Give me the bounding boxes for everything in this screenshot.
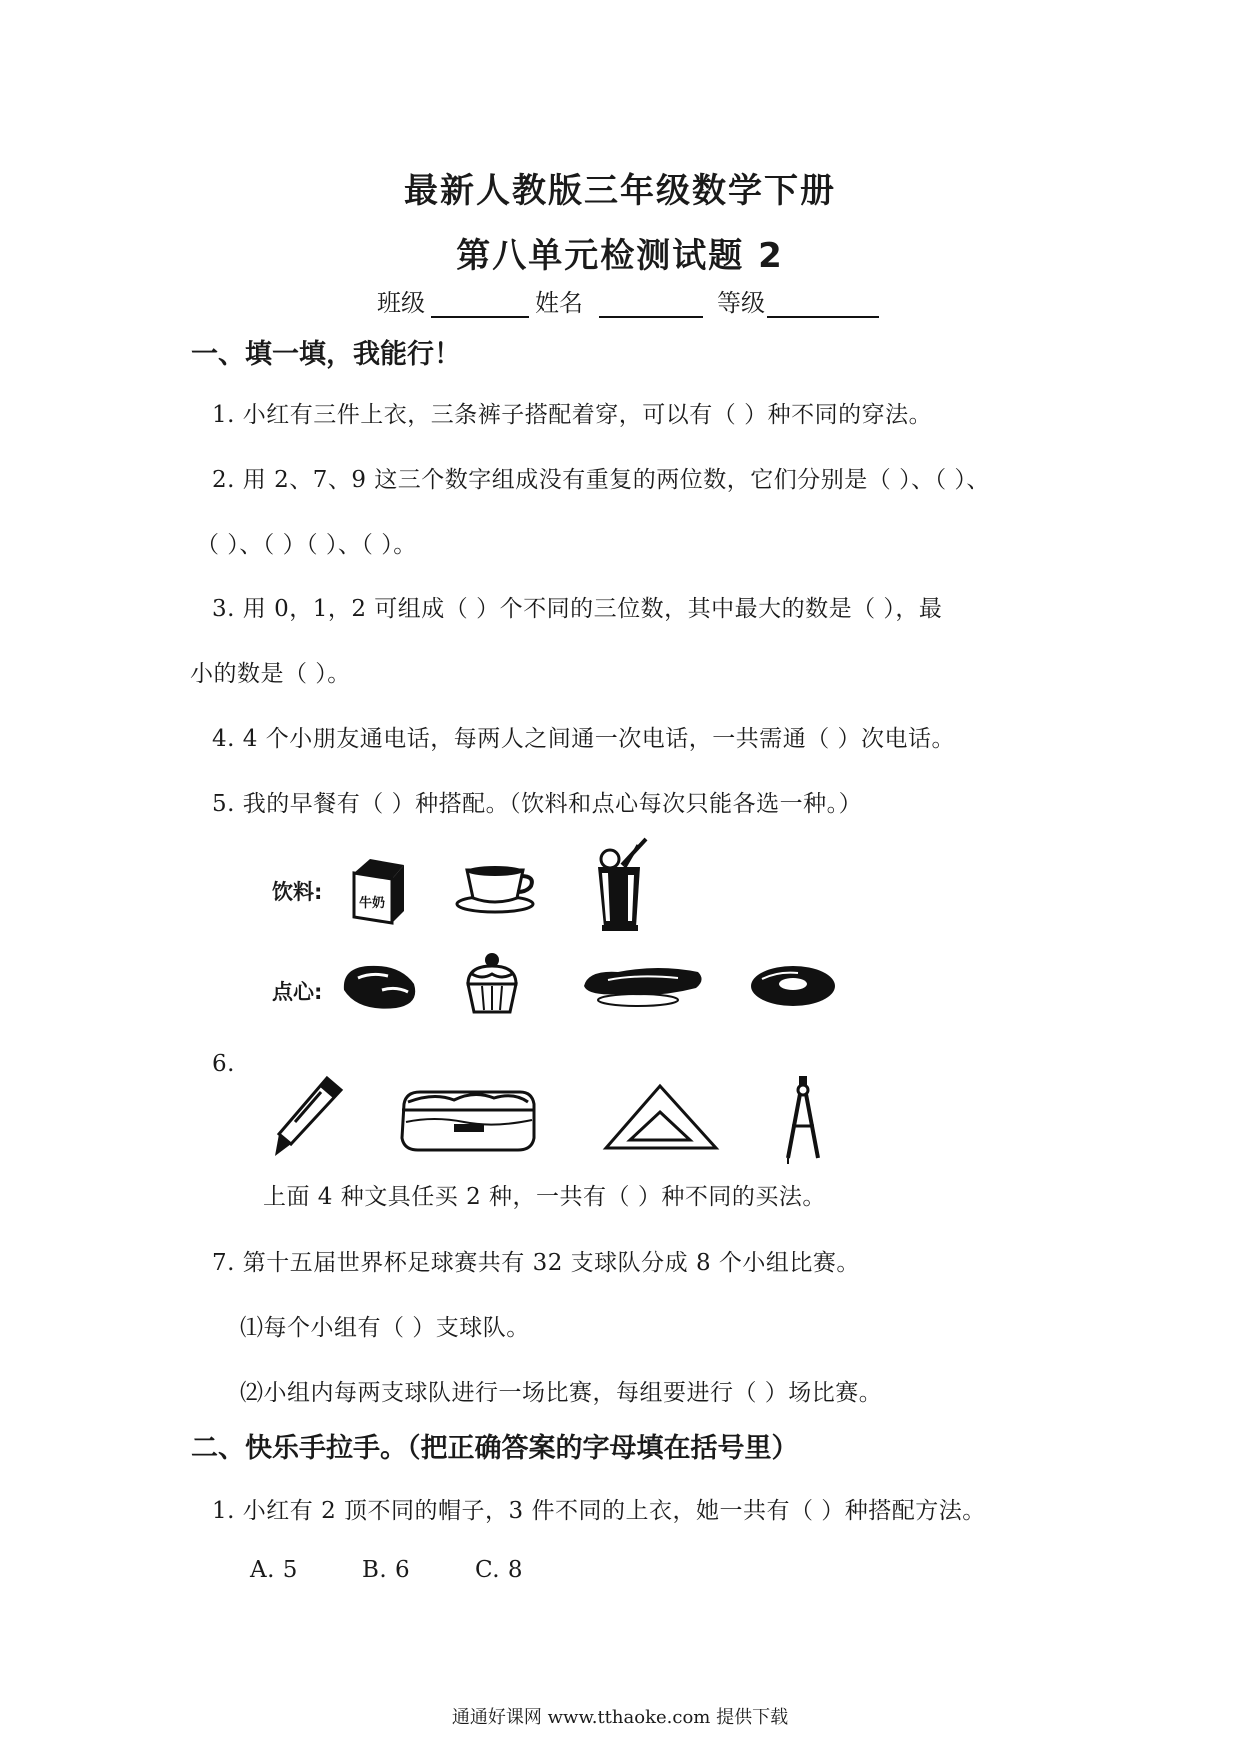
question-1-2-line2: （ ）、（ ）（ ）、（ ）。 (196, 532, 417, 558)
option-c: C. 8 (475, 1557, 524, 1583)
section1-heading: 一、填一填，我能行！ (191, 339, 461, 370)
milk-box-text: 牛奶 (358, 896, 386, 911)
milk-box-icon (348, 855, 408, 927)
question-1-7-2: ⑵小组内每两支球队进行一场比赛，每组要进行（ ）场比赛。 (240, 1380, 883, 1406)
grade-blank[interactable] (767, 290, 879, 318)
question-1-7-1: ⑴每个小组有（ ）支球队。 (240, 1315, 530, 1341)
coffee-cup-icon (455, 862, 541, 914)
question-1-2-line1: 2. 用 2、7、9 这三个数字组成没有重复的两位数，它们分别是（ ）、（ ）、 (212, 467, 990, 493)
juice-glass-icon (588, 835, 654, 935)
footer-text: 通通好课网 www.tthaoke.com 提供下载 (451, 1707, 789, 1728)
snacks-label: 点心: (272, 980, 323, 1004)
cupcake-icon (462, 950, 522, 1018)
question-2-1: 1. 小红有 2 顶不同的帽子，3 件不同的上衣，她一共有（ ）种搭配方法。 (212, 1498, 986, 1524)
question-1-1: 1. 小红有三件上衣，三条裤子搭配着穿，可以有（ ）种不同的穿法。 (212, 402, 933, 428)
pencil-case-icon (394, 1082, 540, 1156)
question-1-3-line2: 小的数是（ ）。 (190, 661, 351, 687)
option-a: A. 5 (250, 1557, 298, 1583)
page-title: 最新人教版三年级数学下册 (404, 171, 836, 211)
class-blank[interactable] (431, 290, 529, 318)
section2-heading: 二、快乐手拉手。（把正确答案的字母填在括号里） (191, 1433, 799, 1464)
class-label: 班级 (377, 289, 425, 317)
name-blank[interactable] (599, 290, 703, 318)
question-1-3-line1: 3. 用 0，1，2 可组成（ ）个不同的三位数，其中最大的数是（ ），最 (212, 596, 943, 622)
drinks-label: 饮料: (272, 880, 323, 904)
question-1-6-number: 6. (212, 1051, 235, 1077)
option-b: B. 6 (362, 1557, 411, 1583)
grade-label: 等级 (717, 289, 765, 317)
name-label: 姓名 (535, 289, 583, 317)
fried-dough-icon (578, 960, 708, 1008)
donut-icon (748, 963, 838, 1009)
question-1-4: 4. 4 个小朋友通电话，每两人之间通一次电话，一共需通（ ）次电话。 (212, 726, 956, 752)
pen-icon (265, 1072, 347, 1162)
page-subtitle: 第八单元检测试题 2 (456, 236, 784, 276)
question-1-7: 7. 第十五届世界杯足球赛共有 32 支球队分成 8 个小组比赛。 (212, 1250, 860, 1276)
bread-icon (338, 960, 420, 1012)
question-1-6: 上面 4 种文具任买 2 种，一共有（ ）种不同的买法。 (263, 1184, 826, 1210)
triangle-ruler-icon (602, 1082, 720, 1152)
question-1-5: 5. 我的早餐有（ ）种搭配。（饮料和点心每次只能各选一种。） (212, 791, 863, 817)
student-info-row (377, 283, 885, 318)
compass-icon (782, 1074, 826, 1166)
